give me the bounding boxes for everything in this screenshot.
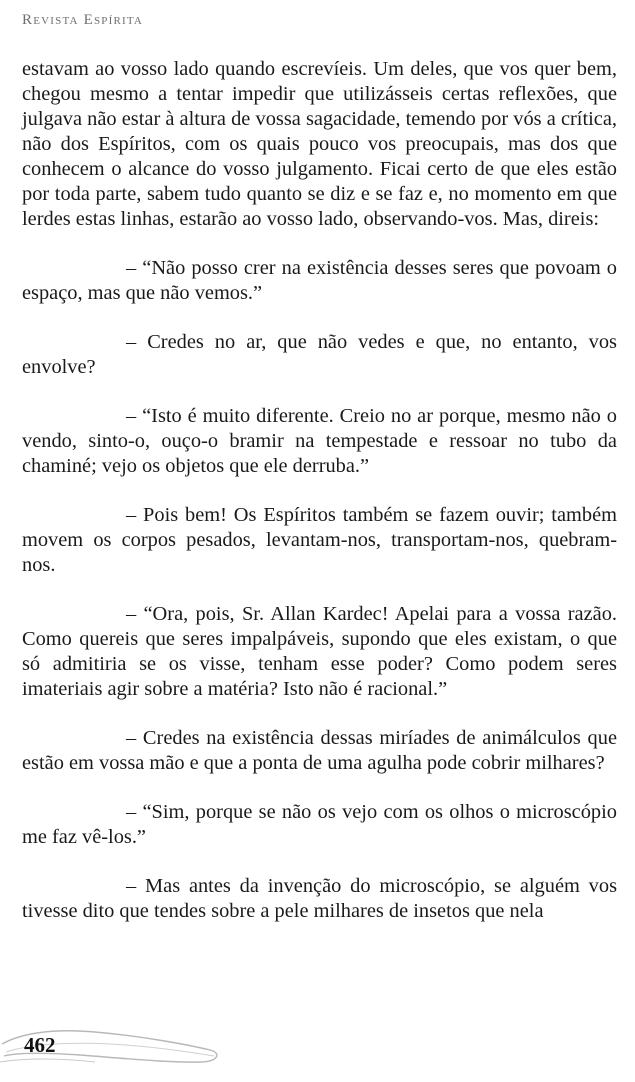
dialogue-paragraph: – Credes na existência dessas miríades de animálculos que estão em vossa mão e que a ponta de uma agulha pode cobrir milhares? — [22, 727, 617, 774]
dialogue-paragraph: – “Sim, porque se não os vejo com os olhos o microscópio me faz vê-los.” — [22, 801, 617, 848]
dialogue-paragraph: – “Ora, pois, Sr. Allan Kardec! Apelai para a vossa razão. Como quereis que seres impalpáveis, supondo que eles existam, o que só admitiria se os visse, tenham esse poder? Como podem seres imateriais agir sobre a matéria? Isto não é racional.” — [22, 603, 617, 700]
dialogue-paragraph: – “Não posso crer na existência desses seres que povoam o espaço, mas que não vemos.” — [22, 257, 617, 304]
paragraph: estavam ao vosso lado quando escrevíeis. Um deles, que vos quer bem, chegou mesmo a tentar impedir que utilizásseis certas reflexões, que julgava não estar à altura de vossa sagacidade, temendo por vós a crítica, não dos Espíritos, com os quais pouco vos preocupais, mas dos que conhecem o alcance do vosso julgamento. Ficai certo de que eles estão por toda parte, sabem tudo quanto se diz e se faz e, no momento em que lerdes estas linhas, estarão ao vosso lado, observando-vos. Mas, direis: — [22, 58, 617, 230]
dialogue-paragraph: – “Isto é muito diferente. Creio no ar porque, mesmo não o vendo, sinto-o, ouço-o bramir na tempestade e ressoar no tubo da chaminé; vejo os objetos que ele derruba.” — [22, 405, 617, 477]
running-head-title: Revista Espírita — [22, 12, 144, 28]
page-number: 462 — [24, 1033, 56, 1057]
body-text — [22, 57, 617, 924]
dialogue-paragraph: – Mas antes da invenção do microscópio, se alguém vos tivesse dito que tendes sobre a pele milhares de insetos que nela — [22, 875, 617, 922]
dialogue-paragraph: – Pois bem! Os Espíritos também se fazem ouvir; também movem os corpos pesados, levantam-nos, transportam-nos, quebram-nos. — [22, 504, 617, 576]
dialogue-paragraph: – Credes no ar, que não vedes e que, no entanto, vos envolve? — [22, 331, 617, 378]
